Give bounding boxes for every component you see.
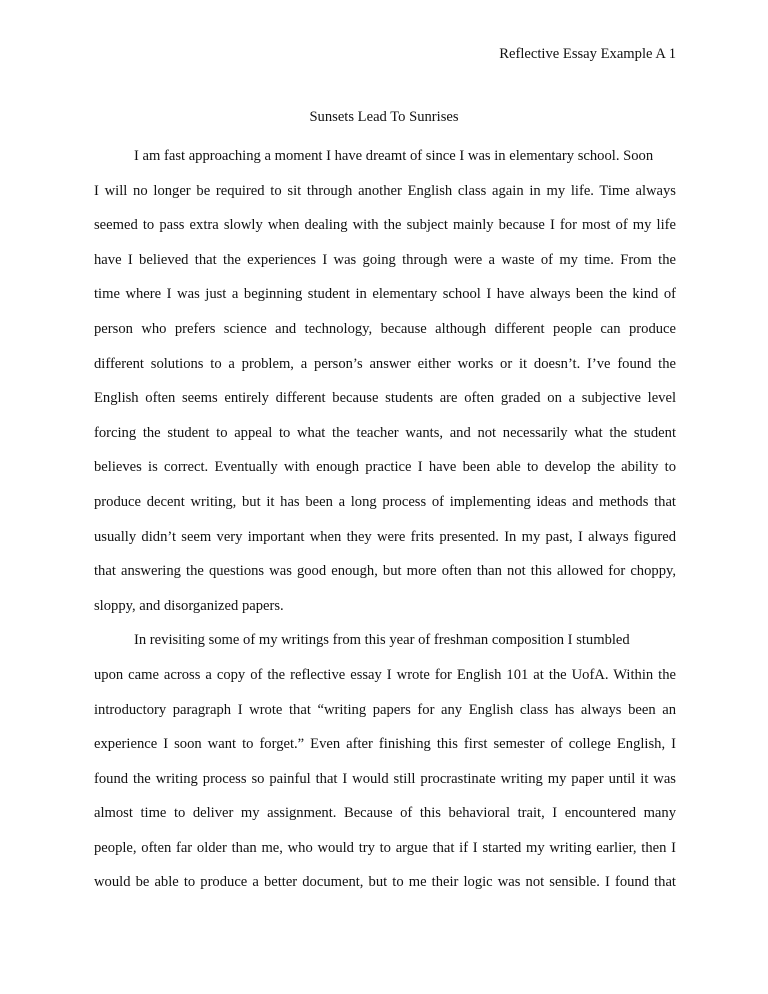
text-line: people, often far older than me, who would try to argue that if I started my writing earlier, then I (94, 839, 676, 856)
text-line: believes is correct. Eventually with enough practice I have been able to develop the ability to (94, 459, 676, 476)
text-line: experience I soon want to forget.” Even after finishing this first semester of college English, I (94, 736, 676, 753)
text-line: time where I was just a beginning student in elementary school I have always been the kind of (94, 286, 676, 303)
text-line: different solutions to a problem, a person’s answer either works or it doesn’t. I’ve found the (94, 355, 676, 372)
text-line: forcing the student to appeal to what the teacher wants, and not necessarily what the student (94, 424, 676, 441)
text-line: that answering the questions was good enough, but more often than not this allowed for choppy, (94, 563, 676, 580)
text-line: I am fast approaching a moment I have dreamt of since I was in elementary school. Soon (134, 148, 654, 164)
text-line: seemed to pass extra slowly when dealing with the subject mainly because I for most of my life (94, 217, 676, 234)
essay-title: Sunsets Lead To Sunrises (309, 109, 459, 125)
text-line: found the writing process so painful that I would still procrastinate writing my paper until it was (94, 770, 676, 787)
text-line: sloppy, and disorganized papers. (94, 597, 284, 614)
text-line: I will no longer be required to sit through another English class again in my life. Time always (94, 182, 676, 199)
essay-body (94, 146, 676, 907)
text-line: almost time to deliver my assignment. Because of this behavioral trait, I encountered many (94, 805, 676, 822)
text-line: would be able to produce a better document, but to me their logic was not sensible. I found that (94, 874, 676, 891)
text-line: upon came across a copy of the reflective essay I wrote for English 101 at the UofA. Within the (94, 666, 676, 683)
text-line: have I believed that the experiences I was going through were a waste of my time. From the (94, 251, 676, 268)
text-line: introductory paragraph I wrote that “writing papers for any English class has always been an (94, 701, 676, 718)
text-line: usually didn’t seem very important when they were frits presented. In my past, I always figured (94, 528, 676, 545)
text-line: English often seems entirely different because students are often graded on a subjective level (94, 390, 676, 407)
text-line: produce decent writing, but it has been a long process of implementing ideas and methods that (94, 493, 676, 510)
text-line: In revisiting some of my writings from this year of freshman composition I stumbled (134, 632, 630, 649)
running-head: Reflective Essay Example A 1 (499, 46, 676, 62)
text-line: person who prefers science and technology, because although different people can produce (94, 320, 676, 337)
